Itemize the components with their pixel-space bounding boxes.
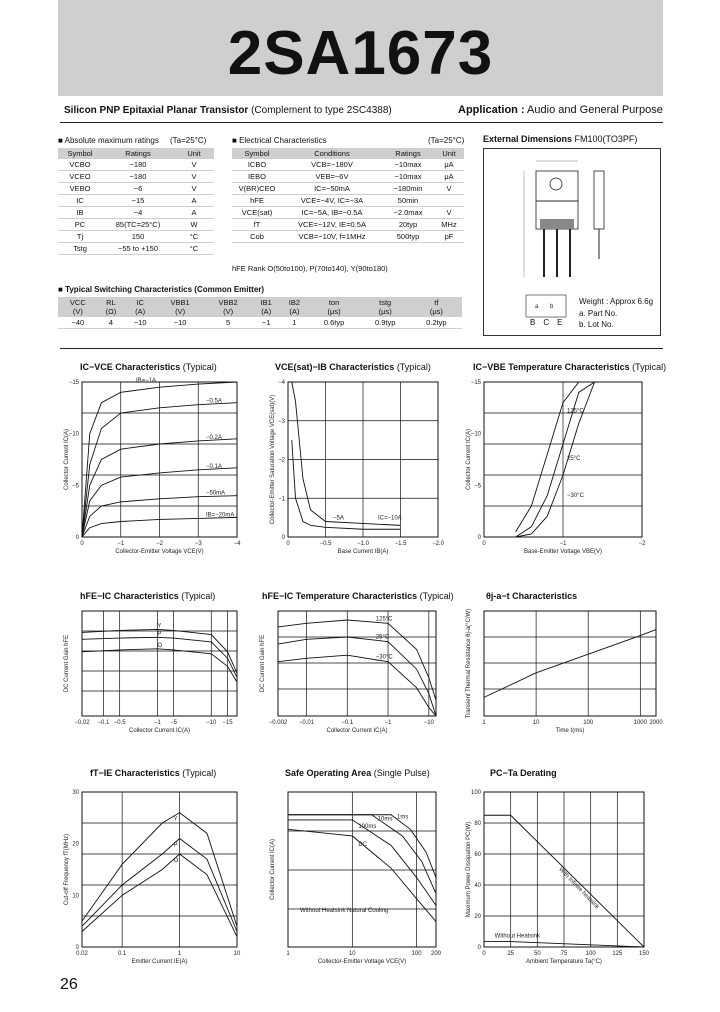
table-cell: 50min xyxy=(382,195,434,207)
switching-header: VBB1 (V) xyxy=(156,297,204,317)
series-label: 125°C xyxy=(567,408,584,415)
tick-label: 10 xyxy=(233,951,241,957)
series-label: −30°C xyxy=(375,654,393,661)
tick-label: −5 xyxy=(72,483,79,490)
table-cell: ICBO xyxy=(232,159,282,171)
series-label: P xyxy=(157,631,162,638)
switching-header: tf (μs) xyxy=(411,297,462,317)
table-cell: VEB=−6V xyxy=(282,171,382,183)
x-axis-label: Collector Current IC(A) xyxy=(326,728,388,734)
tick-label: −15 xyxy=(222,720,233,726)
graph-title-theta: θj-a−t Characteristics xyxy=(486,591,578,601)
series-label: 100ms xyxy=(358,823,377,830)
table-cell: VCE=−12V, IE=0.5A xyxy=(282,219,382,231)
tick-label: 1 xyxy=(482,720,486,726)
tick-label: 100 xyxy=(583,720,594,726)
subtitle: Silicon PNP Epitaxial Planar Transistor (Complement to type 2SC4388) xyxy=(64,105,392,116)
table-cell: μA xyxy=(434,171,464,183)
y-axis-label: Collector-Emitter Saturation Voltage VCE(sat)(V) xyxy=(270,394,276,525)
graph-title-ic-vce: IC−VCE Characteristics (Typical) xyxy=(80,362,217,372)
switching-value: −1 xyxy=(252,317,280,329)
tick-label: 10 xyxy=(72,893,79,900)
series-label: IC=−10A xyxy=(378,515,402,522)
tick-label: −10 xyxy=(423,720,434,726)
tick-label: 0 xyxy=(477,535,481,541)
table-cell: V xyxy=(174,171,214,183)
y-axis-label: Maximum Power Dissipation PC(W) xyxy=(466,821,472,918)
switching-header: IB2 (A) xyxy=(280,297,308,317)
y-axis-label: Cut-off Frequency fT(MHz) xyxy=(64,833,70,906)
tick-label: −0.02 xyxy=(74,720,90,726)
chart-hfe-ic-temp xyxy=(260,611,436,734)
x-axis-label: Collector-Emitter Voltage VCE(V) xyxy=(115,549,204,555)
graph-title-vcesat-ib: VCE(sat)−IB Characteristics (Typical) xyxy=(275,362,431,372)
series-line-2 xyxy=(278,655,436,716)
tick-label: −2 xyxy=(156,541,163,547)
graph-title-soa: Safe Operating Area (Single Pulse) xyxy=(285,768,430,778)
table-cell: V xyxy=(174,183,214,195)
tick-label: 100 xyxy=(411,951,422,957)
series-label: IB=−20mA xyxy=(206,512,235,519)
tick-label: −1 xyxy=(278,496,285,503)
y-axis-label: Collector Current IC(A) xyxy=(466,428,472,491)
tick-label: 75 xyxy=(560,951,568,957)
table-cell: −2.0max xyxy=(382,207,434,219)
switching-table xyxy=(58,297,462,329)
tick-label: −10 xyxy=(68,431,79,438)
graph-title-ic-vbe: IC−VBE Temperature Characteristics (Typical) xyxy=(473,362,667,372)
x-axis-label: Emitter Current IE(A) xyxy=(131,959,188,965)
tick-label: 0.1 xyxy=(117,951,127,957)
tick-label: −2 xyxy=(278,457,285,464)
series-line-1 xyxy=(516,382,595,537)
switching-header: VBB2 (V) xyxy=(204,297,252,317)
annotation: Without Heatsink Natural Cooling xyxy=(300,908,389,914)
table-row xyxy=(58,195,214,207)
table-cell: −55 to +150 xyxy=(102,243,174,255)
switching-value: −10 xyxy=(124,317,156,329)
graph-title-hfe-ic-temp: hFE−IC Temperature Characteristics (Typical) xyxy=(262,591,454,601)
tick-label: 40 xyxy=(474,883,481,889)
switching-heading: ■ Typical Switching Characteristics (Common Emitter) xyxy=(58,285,265,294)
tick-label: 150 xyxy=(639,951,650,957)
chart-theta xyxy=(466,608,663,734)
tick-label: 1 xyxy=(286,951,290,957)
table-cell: 150 xyxy=(102,231,174,243)
series-label: 1ms xyxy=(397,814,409,821)
table-cell: IC=−5A, IB=−0.5A xyxy=(282,207,382,219)
switching-value: 0.2typ xyxy=(411,317,462,329)
chart-ic-vce xyxy=(64,378,241,555)
tick-label: 2000 xyxy=(649,720,663,726)
table-row xyxy=(58,243,214,255)
table-cell: VCE(sat) xyxy=(232,207,282,219)
series-label: DC xyxy=(358,841,367,848)
tick-label: −4 xyxy=(278,380,285,386)
table-cell: 20typ xyxy=(382,219,434,231)
tick-label: −1.5 xyxy=(394,541,407,547)
tick-label: 1 xyxy=(177,951,182,957)
series-label: −30°C xyxy=(567,493,584,499)
tick-label: 20 xyxy=(474,914,481,920)
table-row xyxy=(58,207,214,219)
elec-table: Symbol Conditions Ratings Unit ICBO VCB=−180V −10max μA IEBO VEB=−6V −10max μA V(BR)CEO IC=−50mA −180min V hFE VCE=−4V, IC=−3A 50min VCE(sat) IC=−5A, IB=−0.5A −2.0max V fT VCE=−12V, IE=0.5A 20typ MHz Cob VCB=−10V, f=1MHz 500typ pF xyxy=(232,148,464,243)
elec-heading: ■ Electrical Characteristics xyxy=(232,136,327,145)
part-no-note: a. Part No. xyxy=(579,309,618,318)
tick-label: 125 xyxy=(612,951,623,957)
switching-value: 4 xyxy=(98,317,125,329)
table-cell: A xyxy=(174,195,214,207)
plot-frame xyxy=(82,792,237,947)
tick-label: 100 xyxy=(470,790,481,796)
table-row xyxy=(232,219,464,231)
table-row xyxy=(58,231,214,243)
table-cell: hFE xyxy=(232,195,282,207)
table-cell: V xyxy=(174,159,214,171)
series-line-0 xyxy=(292,382,401,525)
tick-label: 100 xyxy=(585,951,596,957)
switching-value: 0.9typ xyxy=(360,317,411,329)
table-cell: −180 xyxy=(102,159,174,171)
tick-label: −15 xyxy=(470,380,481,386)
switching-value: −10 xyxy=(156,317,204,329)
x-axis-label: Ambient Temperature Ta(°C) xyxy=(526,959,602,965)
tick-label: −5 xyxy=(170,720,178,726)
table-cell: IB xyxy=(58,207,102,219)
tick-label: −2.0 xyxy=(432,541,444,547)
svg-text:b: b xyxy=(550,304,554,310)
package-drawing xyxy=(484,149,660,335)
series-line-1 xyxy=(278,634,436,716)
plot-frame xyxy=(288,792,436,947)
table-cell xyxy=(434,195,464,207)
switching-header: VCC (V) xyxy=(58,297,98,317)
table-cell: Tstg xyxy=(58,243,102,255)
switching-value: 5 xyxy=(204,317,252,329)
tick-label: 0 xyxy=(482,541,486,547)
series-label: Without Heatsink xyxy=(494,933,541,940)
tick-label: −1 xyxy=(559,541,567,547)
chart-pc-ta xyxy=(466,790,650,965)
table-row xyxy=(232,195,464,207)
tick-label: −2 xyxy=(638,541,646,547)
tick-label: 60 xyxy=(474,852,481,858)
table-cell: W xyxy=(174,219,214,231)
table-row xyxy=(232,183,464,195)
switching-header: RL (Ω) xyxy=(98,297,125,317)
tick-label: 0 xyxy=(80,541,84,547)
plot-frame xyxy=(484,611,656,716)
tick-label: −1 xyxy=(153,720,161,726)
series-line-0 xyxy=(278,620,436,700)
table-cell: VEBO xyxy=(58,183,102,195)
chart-soa xyxy=(270,792,442,965)
table-row xyxy=(232,159,464,171)
chart-vcesat-ib xyxy=(270,380,444,555)
switching-value: 0.6typ xyxy=(308,317,359,329)
tick-label: 0 xyxy=(75,535,79,541)
table-cell: −15 xyxy=(102,195,174,207)
table-cell: Cob xyxy=(232,231,282,243)
y-axis-label: Transient Thermal Resistance θj-a(°C/W) xyxy=(466,608,472,719)
tick-label: −5 xyxy=(474,483,481,490)
elec-cond: (Ta=25°C) xyxy=(428,136,465,145)
table-row xyxy=(58,171,214,183)
table-row xyxy=(232,231,464,243)
plot-frame xyxy=(278,611,436,716)
x-axis-label: Time t(ms) xyxy=(555,728,585,734)
lot-no-note: b. Lot No. xyxy=(579,320,614,329)
switching-value: 1 xyxy=(280,317,308,329)
graph-title-pc-ta: PC−Ta Derating xyxy=(490,768,557,778)
chart-hfe-ic xyxy=(64,611,237,734)
switching-header: IC (A) xyxy=(124,297,156,317)
tick-label: 10 xyxy=(532,720,540,726)
abs-max-table: Symbol Ratings Unit VCBO −180 V VCEO −180 V VEBO −6 V IC −15 A IB −4 A PC 85(TC=25°C) W Tj 150 °C Tstg −55 to +150 °C xyxy=(58,148,214,255)
application: Application : Audio and General Purpose xyxy=(458,104,663,116)
x-axis-label: Collector-Emitter Voltage VCE(V) xyxy=(317,959,407,965)
series-label: IB=−1A xyxy=(136,378,157,385)
series-label: Y xyxy=(157,623,162,630)
tick-label: 0.02 xyxy=(76,951,88,957)
tick-label: −1 xyxy=(384,720,392,726)
tick-label: −0.1 xyxy=(97,720,110,726)
series-label: P xyxy=(173,842,178,849)
tick-label: 200 xyxy=(430,951,442,957)
table-cell: V xyxy=(434,207,464,219)
graph-title-ft-ie: fT−IE Characteristics (Typical) xyxy=(90,768,217,778)
switching-header: tstg (μs) xyxy=(360,297,411,317)
hfe-rank: hFE Rank O(50to100), P(70to140), Y(90to180) xyxy=(232,264,388,273)
svg-text:a: a xyxy=(535,304,539,310)
series-label: 10ms xyxy=(377,816,393,823)
series-label: −50mA xyxy=(206,490,226,497)
series-label: −5A xyxy=(333,515,344,522)
switching-header: ton (μs) xyxy=(308,297,359,317)
abs-max-heading: ■ Absolute maximum ratings xyxy=(58,136,159,145)
series-line-2 xyxy=(82,854,237,937)
y-axis-label: Collector Current IC(A) xyxy=(64,428,70,491)
table-row xyxy=(232,207,464,219)
table-row xyxy=(232,171,464,183)
tick-label: 50 xyxy=(533,951,541,957)
tick-label: 0 xyxy=(482,951,486,957)
tick-label: 10 xyxy=(348,951,356,957)
table-cell: VCB=−180V xyxy=(282,159,382,171)
tick-label: −15 xyxy=(68,380,79,386)
y-axis-label: Collector Current IC(A) xyxy=(270,838,276,901)
dimensions-box xyxy=(483,148,661,336)
y-axis-label: DC Current Gain hFE xyxy=(260,634,266,693)
table-cell: VCB=−10V, f=1MHz xyxy=(282,231,382,243)
table-cell: IC xyxy=(58,195,102,207)
chart-ic-vbe xyxy=(466,380,646,555)
x-axis-label: Base Current IB(A) xyxy=(337,549,389,555)
tick-label: 25 xyxy=(507,951,515,957)
tick-label: −10 xyxy=(206,720,217,726)
tick-label: −1 xyxy=(117,541,125,547)
switching-value: −40 xyxy=(58,317,98,329)
weight-note: Weight : Approx 6.6g xyxy=(579,297,654,306)
table-cell: IC=−50mA xyxy=(282,183,382,195)
part-number-title: 2SA1673 xyxy=(227,19,494,88)
series-label: 25°C xyxy=(567,456,581,462)
table-cell: A xyxy=(174,207,214,219)
tick-label: −0.1 xyxy=(341,720,354,726)
table-cell: VCBO xyxy=(58,159,102,171)
table-cell: −180min xyxy=(382,183,434,195)
x-axis-label: Base-Emitter Voltage VBE(V) xyxy=(523,549,603,555)
tick-label: 0 xyxy=(286,541,290,547)
series-label: 125°C xyxy=(375,616,393,623)
table-cell: °C xyxy=(174,231,214,243)
tick-label: −0.002 xyxy=(268,720,288,726)
tick-label: −10 xyxy=(470,431,481,438)
series-label: Y xyxy=(173,816,178,823)
tick-label: 0 xyxy=(75,945,79,951)
series-label: −0.2A xyxy=(206,434,222,441)
series-line-0 xyxy=(82,813,237,927)
tick-label: −1.0 xyxy=(357,541,369,547)
table-row xyxy=(58,159,214,171)
dimensions-heading: External Dimensions FM100(TO3PF) xyxy=(483,134,638,144)
chart-ft-ie xyxy=(64,790,241,965)
tick-label: −3 xyxy=(278,418,285,425)
series-label: 25°C xyxy=(375,634,390,641)
tick-label: 20 xyxy=(72,841,79,848)
series-line-2 xyxy=(82,649,237,682)
tick-label: 0 xyxy=(477,945,481,951)
tick-label: 0 xyxy=(281,535,285,541)
table-cell: μA xyxy=(434,159,464,171)
x-axis-label: Collector Current IC(A) xyxy=(128,728,191,734)
table-cell: −4 xyxy=(102,207,174,219)
table-cell: V(BR)CEO xyxy=(232,183,282,195)
series-label: With Infinite heatsink xyxy=(557,866,600,911)
table-cell: pF xyxy=(434,231,464,243)
table-row xyxy=(58,183,214,195)
series-line-2 xyxy=(288,820,436,906)
table-cell: VCEO xyxy=(58,171,102,183)
table-cell: −10max xyxy=(382,171,434,183)
tick-label: −4 xyxy=(233,541,241,547)
graph-title-hfe-ic: hFE−IC Characteristics (Typical) xyxy=(80,591,216,601)
series-line-0 xyxy=(484,630,656,698)
table-cell: MHz xyxy=(434,219,464,231)
table-row xyxy=(58,219,214,231)
table-cell: PC xyxy=(58,219,102,231)
series-label: −0.5A xyxy=(206,398,222,405)
abs-max-cond: (Ta=25°C) xyxy=(170,136,207,145)
table-cell: −10max xyxy=(382,159,434,171)
tick-label: −3 xyxy=(194,541,202,547)
series-label: −0.1A xyxy=(206,463,222,470)
table-cell: °C xyxy=(174,243,214,255)
table-cell: IEBO xyxy=(232,171,282,183)
table-cell: 85(TC=25°C) xyxy=(102,219,174,231)
table-cell: V xyxy=(434,183,464,195)
tick-label: −0.5 xyxy=(113,720,126,726)
series-line-2 xyxy=(516,382,595,537)
series-label: O xyxy=(157,642,163,649)
table-cell: −180 xyxy=(102,171,174,183)
table-cell: 500typ xyxy=(382,231,434,243)
table-cell: fT xyxy=(232,219,282,231)
table-cell: −6 xyxy=(102,183,174,195)
tick-label: −0.5 xyxy=(319,541,332,547)
table-cell: VCE=−4V, IC=−3A xyxy=(282,195,382,207)
tick-label: −0.01 xyxy=(298,720,315,726)
y-axis-label: DC Current Gain hFE xyxy=(64,634,70,693)
tick-label: 80 xyxy=(474,821,481,827)
tick-label: 30 xyxy=(72,790,79,796)
pin-labels: BCE xyxy=(530,318,571,327)
series-line-0 xyxy=(516,382,595,532)
tick-label: 1000 xyxy=(633,720,647,726)
series-label: O xyxy=(173,858,179,864)
switching-header: IB1 (A) xyxy=(252,297,280,317)
page-number: 26 xyxy=(60,976,78,993)
table-cell: Tj xyxy=(58,231,102,243)
